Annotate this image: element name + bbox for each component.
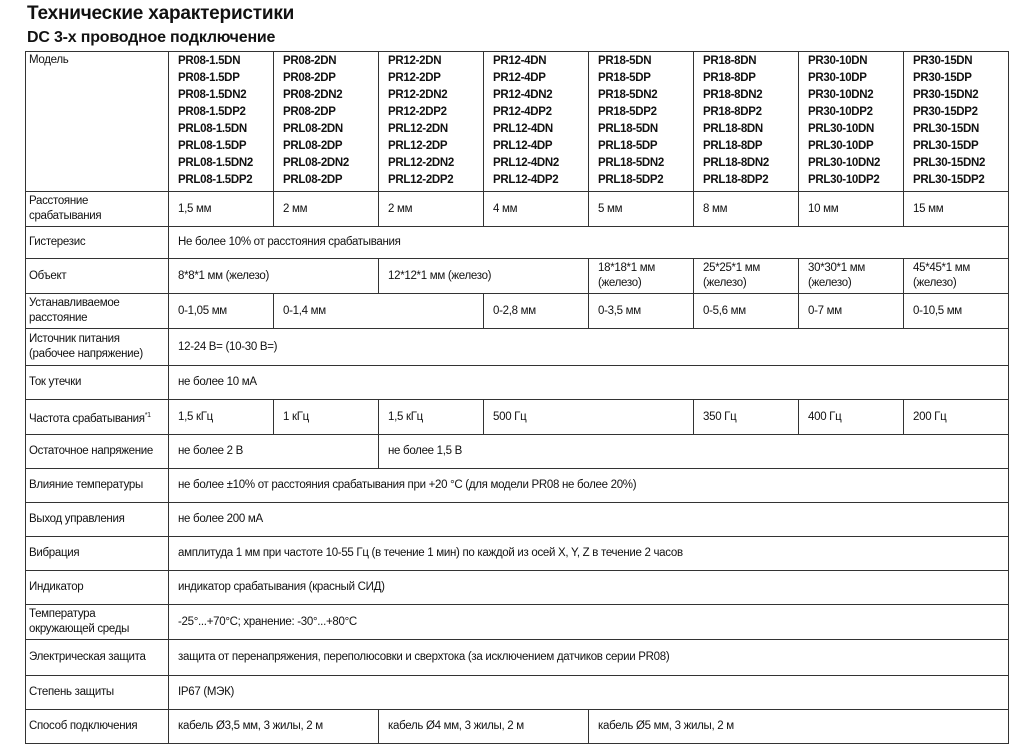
model-name: PRL18-5DN2 (598, 157, 665, 169)
value-cell: 18*18*1 мм (железо) (589, 259, 694, 294)
value-cell: амплитуда 1 мм при частоте 10-55 Гц (в течение 1 мин) по каждой из осей X, Y, Z в течение 2 часов (169, 537, 1009, 571)
model-name: PR30-15DN (913, 55, 973, 67)
table-row (26, 640, 1009, 676)
value-cell: 5 мм (589, 192, 694, 227)
table-row (26, 227, 1009, 259)
value-cell: 200 Гц (904, 400, 1009, 435)
row-label-text: Расстояние срабатывания (29, 195, 102, 222)
value-cell: 350 Гц (694, 400, 799, 435)
model-name: PRL12-4DN (493, 123, 553, 135)
value-cell: 12-24 В= (10-30 В=) (169, 329, 1009, 366)
model-name: PR30-15DP (913, 72, 972, 84)
table-row (26, 469, 1009, 503)
table-row (26, 329, 1009, 366)
value-cell: 12*12*1 мм (железо) (379, 259, 589, 294)
model-name: PR08-1.5DP (178, 72, 240, 84)
row-label (26, 227, 169, 259)
model-name: PR12-2DP2 (388, 106, 447, 118)
row-label-text: Электрическая защита (29, 651, 146, 663)
value-cell: 1,5 кГц (169, 400, 274, 435)
value-cell: 1 кГц (274, 400, 379, 435)
row-label (26, 537, 169, 571)
model-name: PR08-2DN (283, 55, 337, 67)
model-name: PRL08-1.5DN (178, 123, 247, 135)
row-label-text: Вибрация (29, 547, 80, 559)
model-name: PRL12-2DP2 (388, 174, 454, 186)
value-cell: кабель Ø3,5 мм, 3 жилы, 2 м (169, 710, 379, 744)
value-cell: 10 мм (799, 192, 904, 227)
model-name: PR18-8DP (703, 72, 756, 84)
model-name: PR08-1.5DP2 (178, 106, 246, 118)
value-cell: 1,5 кГц (379, 400, 484, 435)
model-name: PR30-10DN2 (808, 89, 874, 101)
row-label (26, 400, 169, 435)
row-label-text: Выход управления (29, 513, 125, 525)
model-name: PRL30-15DP2 (913, 174, 985, 186)
table-row (26, 503, 1009, 537)
model-name: PRL08-2DN2 (283, 157, 350, 169)
model-name: PRL18-5DP2 (598, 174, 664, 186)
value-cell: не более 2 В (169, 435, 379, 469)
model-name: PRL08-1.5DP2 (178, 174, 253, 186)
model-cell (484, 52, 589, 192)
model-cell (799, 52, 904, 192)
model-name: PRL18-8DN (703, 123, 763, 135)
value-cell: кабель Ø4 мм, 3 жилы, 2 м (379, 710, 589, 744)
value-cell: 2 мм (274, 192, 379, 227)
model-name: PR30-15DN2 (913, 89, 979, 101)
value-cell: 400 Гц (799, 400, 904, 435)
row-label-text: Устанавливаемое расстояние (29, 297, 120, 324)
model-name: PRL08-1.5DN2 (178, 157, 254, 169)
model-name: PRL18-8DP2 (703, 174, 769, 186)
value-cell: не более 10 мА (169, 366, 1009, 400)
model-name: PRL12-2DN2 (388, 157, 455, 169)
model-name: PRL08-2DN (283, 123, 343, 135)
value-cell: 0-5,6 мм (694, 294, 799, 329)
value-cell: 0-2,8 мм (484, 294, 589, 329)
table-row (26, 259, 1009, 294)
model-name: PRL30-15DN (913, 123, 980, 135)
model-name: PR30-10DP2 (808, 106, 873, 118)
row-label (26, 329, 169, 366)
value-cell: не более 1,5 В (379, 435, 1009, 469)
table-row (26, 571, 1009, 605)
model-name: PRL30-10DP2 (808, 174, 880, 186)
model-name: PRL30-15DP (913, 140, 979, 152)
row-label-text: Ток утечки (29, 376, 82, 388)
row-label (26, 605, 169, 640)
model-name: PR18-8DN (703, 55, 757, 67)
value-cell: 0-1,05 мм (169, 294, 274, 329)
model-name: PR30-10DN (808, 55, 868, 67)
table-row (26, 537, 1009, 571)
model-name: PR18-5DP (598, 72, 651, 84)
row-label (26, 571, 169, 605)
model-name: PR18-8DN2 (703, 89, 763, 101)
model-name: PR18-8DP2 (703, 106, 762, 118)
value-cell: 0-7 мм (799, 294, 904, 329)
row-label (26, 294, 169, 329)
row-label-text: Гистерезис (29, 236, 86, 248)
model-cell (169, 52, 274, 192)
value-cell: 0-1,4 мм (274, 294, 484, 329)
model-name: PRL08-1.5DP (178, 140, 247, 152)
value-cell: 45*45*1 мм (железо) (904, 259, 1009, 294)
model-cell (589, 52, 694, 192)
table-row (26, 294, 1009, 329)
row-label (26, 710, 169, 744)
value-cell: индикатор срабатывания (красный СИД) (169, 571, 1009, 605)
value-cell: кабель Ø5 мм, 3 жилы, 2 м (589, 710, 1009, 744)
section-subtitle: DC 3-х проводное подключение (27, 29, 276, 46)
table-row (26, 366, 1009, 400)
row-label: Модель (26, 52, 169, 192)
row-label (26, 640, 169, 676)
value-cell: 8 мм (694, 192, 799, 227)
value-cell: 500 Гц (484, 400, 694, 435)
model-name: PR12-4DN (493, 55, 547, 67)
model-name: PR12-4DP (493, 72, 546, 84)
page-title: Технические характеристики (27, 3, 295, 24)
model-name: PR08-2DP (283, 72, 336, 84)
row-label (26, 503, 169, 537)
model-cell (694, 52, 799, 192)
value-cell: не более 200 мА (169, 503, 1009, 537)
value-cell: не более ±10% от расстояния срабатывания при +20 °C (для модели PR08 не более 20%) (169, 469, 1009, 503)
model-name: PRL12-2DP (388, 140, 448, 152)
row-label (26, 259, 169, 294)
row-label-text: Влияние температуры (29, 479, 143, 491)
model-name: PRL08-2DP (283, 174, 343, 186)
table-row (26, 400, 1009, 435)
model-name: PRL18-5DP (598, 140, 658, 152)
model-name: PRL12-4DP (493, 140, 553, 152)
table-row (26, 676, 1009, 710)
model-name: PR08-2DP (283, 106, 336, 118)
row-label (26, 366, 169, 400)
value-cell: 0-10,5 мм (904, 294, 1009, 329)
model-name: PRL18-5DN (598, 123, 658, 135)
model-name: PRL30-10DP (808, 140, 874, 152)
row-label-text: Степень защиты (29, 686, 114, 698)
model-name: PRL18-8DN2 (703, 157, 770, 169)
model-name: PR18-5DP2 (598, 106, 657, 118)
row-label-text: Остаточное напряжение (29, 445, 154, 457)
value-cell: 25*25*1 мм (железо) (694, 259, 799, 294)
model-name: PRL12-4DP2 (493, 174, 559, 186)
model-name: PR12-2DN2 (388, 89, 448, 101)
model-name: PR12-2DN (388, 55, 442, 67)
row-label-text: Температура окружающей среды (29, 608, 130, 635)
value-cell: Не более 10% от расстояния срабатывания (169, 227, 1009, 259)
value-cell: 2 мм (379, 192, 484, 227)
model-name: PRL30-10DN (808, 123, 875, 135)
table-row (26, 605, 1009, 640)
value-cell: 15 мм (904, 192, 1009, 227)
table-row-model (26, 52, 1009, 192)
row-label-text: Индикатор (29, 581, 84, 593)
model-name: PR08-1.5DN2 (178, 89, 247, 101)
row-label (26, 435, 169, 469)
value-cell: 1,5 мм (169, 192, 274, 227)
model-name: PR12-4DN2 (493, 89, 553, 101)
table-row (26, 192, 1009, 227)
model-cell (274, 52, 379, 192)
model-name: PRL18-8DP (703, 140, 763, 152)
model-name: PRL12-2DN (388, 123, 448, 135)
model-name: PR30-10DP (808, 72, 867, 84)
model-name: PR18-5DN (598, 55, 652, 67)
value-cell: 30*30*1 мм (железо) (799, 259, 904, 294)
model-name: PR08-1.5DN (178, 55, 241, 67)
value-cell: 0-3,5 мм (589, 294, 694, 329)
footnote-marker: *1 (144, 411, 151, 419)
model-name: PR08-2DN2 (283, 89, 343, 101)
model-name: PR18-5DN2 (598, 89, 658, 101)
value-cell: -25°...+70°C; хранение: -30°...+80°C (169, 605, 1009, 640)
row-label-text: Объект (29, 269, 67, 282)
model-cell (379, 52, 484, 192)
row-label (26, 192, 169, 227)
model-name: PR12-4DP2 (493, 106, 552, 118)
row-label (26, 469, 169, 503)
value-cell: защита от перенапряжения, переполюсовки и сверхтока (за исключением датчиков серии PR08) (169, 640, 1009, 676)
model-name: PR30-15DP2 (913, 106, 978, 118)
table-row (26, 710, 1009, 744)
specs-table (25, 51, 1009, 744)
model-name: PR12-2DP (388, 72, 441, 84)
model-cell (904, 52, 1009, 192)
model-name: PRL08-2DP (283, 140, 343, 152)
value-cell: IP67 (МЭК) (169, 676, 1009, 710)
row-label-text: Способ подключения (29, 720, 138, 732)
value-cell: 8*8*1 мм (железо) (169, 259, 379, 294)
model-name: PRL12-4DN2 (493, 157, 560, 169)
model-name: PRL30-10DN2 (808, 157, 881, 169)
value-cell: 4 мм (484, 192, 589, 227)
model-name: PRL30-15DN2 (913, 157, 986, 169)
row-label (26, 676, 169, 710)
row-label-text: Частота срабатывания (29, 412, 145, 425)
row-label-text: Источник питания (рабочее напряжение) (29, 333, 143, 360)
table-row (26, 435, 1009, 469)
